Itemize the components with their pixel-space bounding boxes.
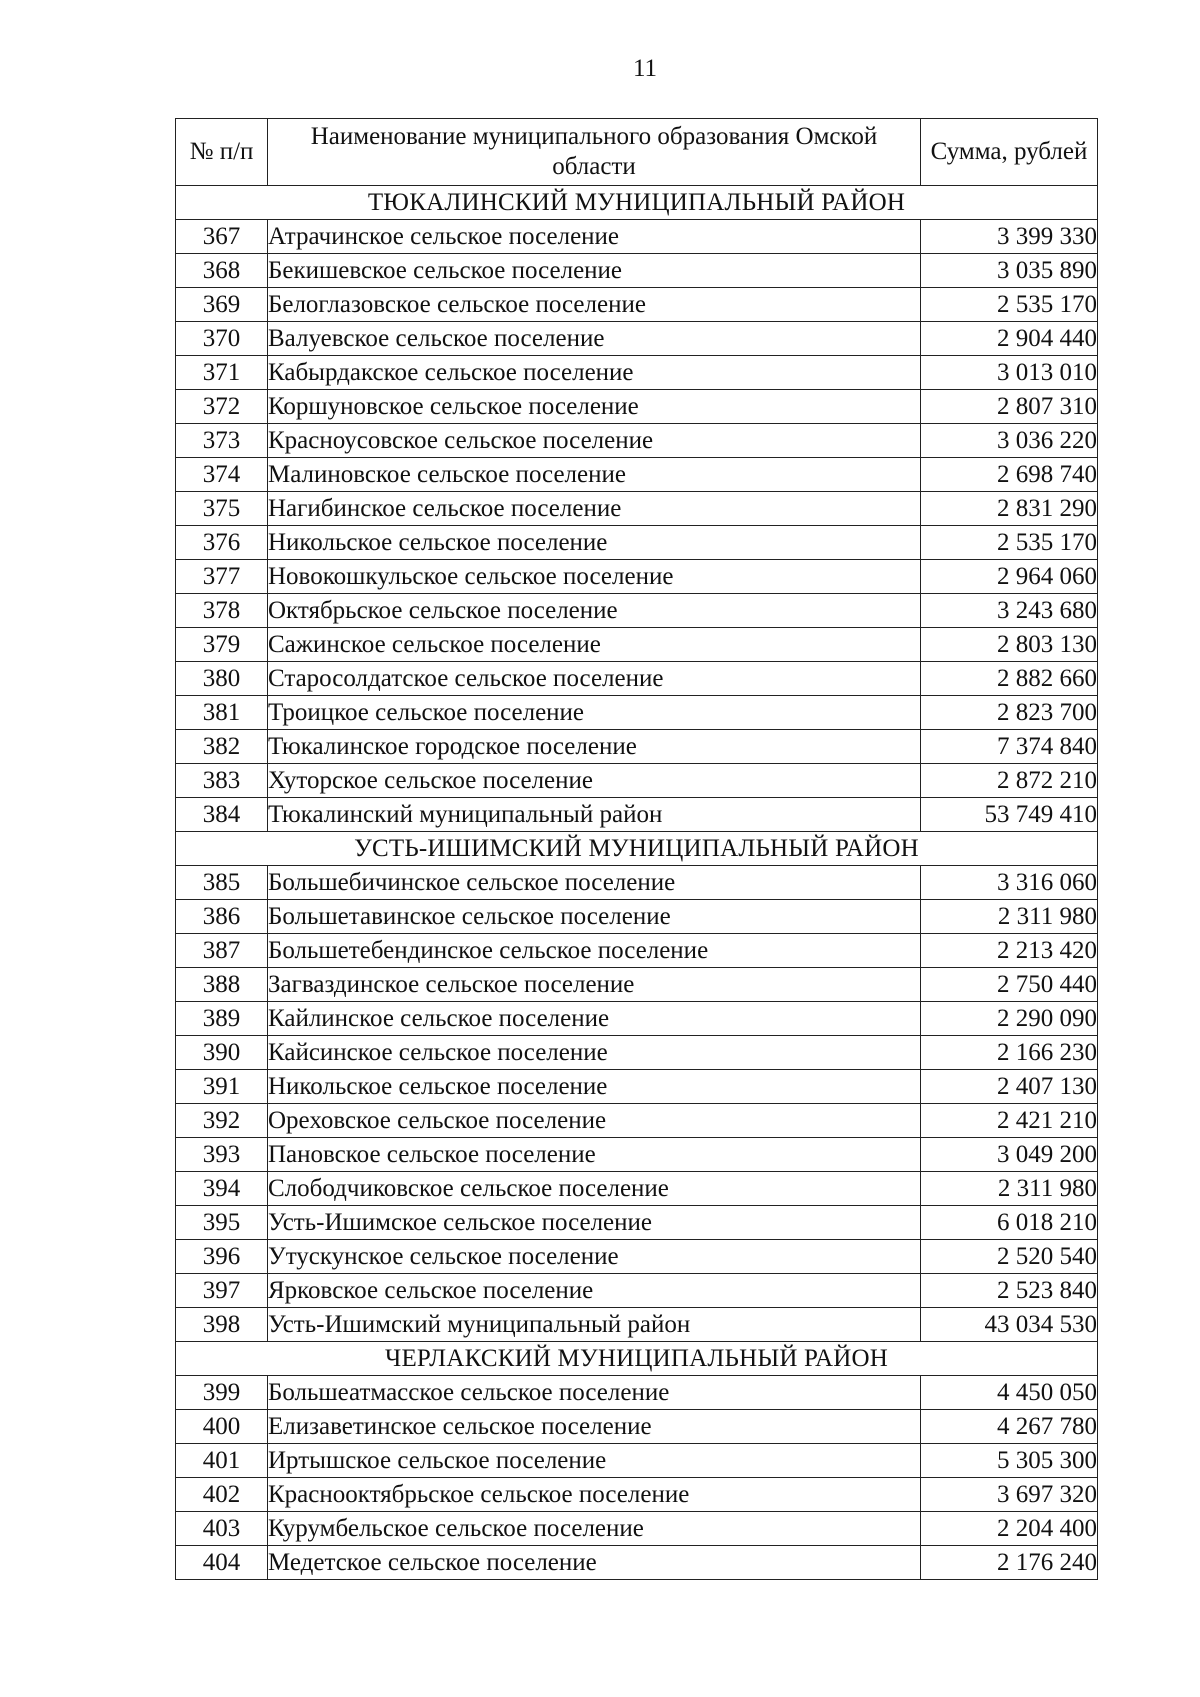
table-row	[176, 764, 1098, 798]
row-sum-cell: 2 882 660	[921, 662, 1098, 696]
row-sum-cell: 2 311 980	[921, 1172, 1098, 1206]
row-sum-cell: 2 535 170	[921, 288, 1098, 322]
row-name-cell: Белоглазовское сельское поселение	[268, 288, 921, 322]
row-sum-cell: 2 872 210	[921, 764, 1098, 798]
row-name-cell: Ярковское сельское поселение	[268, 1274, 921, 1308]
row-sum-cell: 2 213 420	[921, 934, 1098, 968]
row-sum-cell: 2 421 210	[921, 1104, 1098, 1138]
row-sum-cell: 2 750 440	[921, 968, 1098, 1002]
row-sum-cell: 2 535 170	[921, 526, 1098, 560]
row-name-cell: Нагибинское сельское поселение	[268, 492, 921, 526]
table-row	[176, 254, 1098, 288]
table-row	[176, 1478, 1098, 1512]
table-row	[176, 628, 1098, 662]
row-name-cell: Краснооктябрьское сельское поселение	[268, 1478, 921, 1512]
row-name-cell: Новокошкульское сельское поселение	[268, 560, 921, 594]
row-sum-cell: 2 166 230	[921, 1036, 1098, 1070]
row-number-cell: 390	[176, 1036, 268, 1070]
row-number-cell: 404	[176, 1546, 268, 1580]
header-num: № п/п	[176, 119, 268, 186]
row-sum-cell: 2 407 130	[921, 1070, 1098, 1104]
row-sum-cell: 2 176 240	[921, 1546, 1098, 1580]
row-number-cell: 389	[176, 1002, 268, 1036]
table-row	[176, 1240, 1098, 1274]
row-number-cell: 396	[176, 1240, 268, 1274]
row-name-cell: Тюкалинское городское поселение	[268, 730, 921, 764]
row-number-cell: 398	[176, 1308, 268, 1342]
row-name-cell: Кабырдакское сельское поселение	[268, 356, 921, 390]
section-header-row	[176, 1342, 1098, 1376]
row-sum-cell: 2 698 740	[921, 458, 1098, 492]
row-number-cell: 388	[176, 968, 268, 1002]
table-row	[176, 968, 1098, 1002]
row-name-cell: Хуторское сельское поселение	[268, 764, 921, 798]
row-sum-cell: 2 520 540	[921, 1240, 1098, 1274]
table-row	[176, 492, 1098, 526]
row-sum-cell: 2 803 130	[921, 628, 1098, 662]
row-sum-cell: 2 523 840	[921, 1274, 1098, 1308]
row-name-cell: Большетавинское сельское поселение	[268, 900, 921, 934]
row-sum-cell: 3 035 890	[921, 254, 1098, 288]
row-number-cell: 372	[176, 390, 268, 424]
table-row	[176, 730, 1098, 764]
table-row	[176, 1172, 1098, 1206]
row-name-cell: Большебичинское сельское поселение	[268, 866, 921, 900]
row-name-cell: Пановское сельское поселение	[268, 1138, 921, 1172]
row-number-cell: 370	[176, 322, 268, 356]
row-sum-cell: 2 290 090	[921, 1002, 1098, 1036]
row-number-cell: 384	[176, 798, 268, 832]
row-name-cell: Сажинское сельское поселение	[268, 628, 921, 662]
row-name-cell: Атрачинское сельское поселение	[268, 220, 921, 254]
row-sum-cell: 3 316 060	[921, 866, 1098, 900]
table-row	[176, 934, 1098, 968]
table-row	[176, 390, 1098, 424]
row-sum-cell: 4 450 050	[921, 1376, 1098, 1410]
row-number-cell: 383	[176, 764, 268, 798]
row-sum-cell: 2 311 980	[921, 900, 1098, 934]
table-body	[176, 186, 1098, 1580]
row-name-cell: Октябрьское сельское поселение	[268, 594, 921, 628]
header-name: Наименование муниципального образования Омской области	[268, 119, 921, 186]
table-row	[176, 1444, 1098, 1478]
section-title: ЧЕРЛАКСКИЙ МУНИЦИПАЛЬНЫЙ РАЙОН	[176, 1342, 1098, 1376]
row-sum-cell: 5 305 300	[921, 1444, 1098, 1478]
row-sum-cell: 7 374 840	[921, 730, 1098, 764]
budget-table	[175, 118, 1098, 1580]
table-row	[176, 1274, 1098, 1308]
row-name-cell: Усть-Ишимское сельское поселение	[268, 1206, 921, 1240]
row-number-cell: 386	[176, 900, 268, 934]
row-number-cell: 379	[176, 628, 268, 662]
row-number-cell: 391	[176, 1070, 268, 1104]
table-row	[176, 560, 1098, 594]
row-sum-cell: 43 034 530	[921, 1308, 1098, 1342]
table-row	[176, 866, 1098, 900]
row-sum-cell: 2 807 310	[921, 390, 1098, 424]
section-title: ТЮКАЛИНСКИЙ МУНИЦИПАЛЬНЫЙ РАЙОН	[176, 186, 1098, 220]
table-row	[176, 1206, 1098, 1240]
row-name-cell: Большетебендинское сельское поселение	[268, 934, 921, 968]
row-name-cell: Иртышское сельское поселение	[268, 1444, 921, 1478]
row-name-cell: Большеатмасское сельское поселение	[268, 1376, 921, 1410]
row-number-cell: 392	[176, 1104, 268, 1138]
row-number-cell: 373	[176, 424, 268, 458]
table-row	[176, 662, 1098, 696]
row-name-cell: Никольское сельское поселение	[268, 526, 921, 560]
row-number-cell: 403	[176, 1512, 268, 1546]
row-name-cell: Ореховское сельское поселение	[268, 1104, 921, 1138]
table-row	[176, 900, 1098, 934]
row-sum-cell: 3 036 220	[921, 424, 1098, 458]
row-number-cell: 399	[176, 1376, 268, 1410]
row-number-cell: 381	[176, 696, 268, 730]
row-number-cell: 393	[176, 1138, 268, 1172]
section-header-row	[176, 832, 1098, 866]
row-sum-cell: 3 049 200	[921, 1138, 1098, 1172]
row-name-cell: Курумбельское сельское поселение	[268, 1512, 921, 1546]
table-row	[176, 1376, 1098, 1410]
table-row	[176, 1138, 1098, 1172]
row-sum-cell: 3 243 680	[921, 594, 1098, 628]
row-number-cell: 394	[176, 1172, 268, 1206]
page-number: 11	[632, 55, 658, 82]
row-sum-cell: 2 823 700	[921, 696, 1098, 730]
row-number-cell: 401	[176, 1444, 268, 1478]
row-number-cell: 395	[176, 1206, 268, 1240]
table-row	[176, 220, 1098, 254]
table-row	[176, 1070, 1098, 1104]
table-row	[176, 288, 1098, 322]
row-name-cell: Бекишевское сельское поселение	[268, 254, 921, 288]
table-row	[176, 1546, 1098, 1580]
row-sum-cell: 3 697 320	[921, 1478, 1098, 1512]
row-number-cell: 376	[176, 526, 268, 560]
row-number-cell: 377	[176, 560, 268, 594]
row-sum-cell: 6 018 210	[921, 1206, 1098, 1240]
row-sum-cell: 2 904 440	[921, 322, 1098, 356]
row-sum-cell: 53 749 410	[921, 798, 1098, 832]
row-number-cell: 375	[176, 492, 268, 526]
header-sum: Сумма, рублей	[921, 119, 1098, 186]
row-name-cell: Малиновское сельское поселение	[268, 458, 921, 492]
row-name-cell: Медетское сельское поселение	[268, 1546, 921, 1580]
row-name-cell: Коршуновское сельское поселение	[268, 390, 921, 424]
row-number-cell: 369	[176, 288, 268, 322]
row-number-cell: 371	[176, 356, 268, 390]
row-number-cell: 385	[176, 866, 268, 900]
table-row	[176, 526, 1098, 560]
row-sum-cell: 2 204 400	[921, 1512, 1098, 1546]
table-row	[176, 1002, 1098, 1036]
row-name-cell: Слободчиковское сельское поселение	[268, 1172, 921, 1206]
section-title: УСТЬ-ИШИМСКИЙ МУНИЦИПАЛЬНЫЙ РАЙОН	[176, 832, 1098, 866]
row-number-cell: 368	[176, 254, 268, 288]
row-name-cell: Утускунское сельское поселение	[268, 1240, 921, 1274]
table-row	[176, 356, 1098, 390]
row-number-cell: 380	[176, 662, 268, 696]
table-row	[176, 594, 1098, 628]
row-sum-cell: 3 013 010	[921, 356, 1098, 390]
row-number-cell: 402	[176, 1478, 268, 1512]
row-name-cell: Загваздинское сельское поселение	[268, 968, 921, 1002]
row-sum-cell: 4 267 780	[921, 1410, 1098, 1444]
row-number-cell: 387	[176, 934, 268, 968]
table-row	[176, 1410, 1098, 1444]
row-name-cell: Усть-Ишимский муниципальный район	[268, 1308, 921, 1342]
row-number-cell: 374	[176, 458, 268, 492]
row-sum-cell: 2 831 290	[921, 492, 1098, 526]
table-row	[176, 1512, 1098, 1546]
table-row	[176, 322, 1098, 356]
row-name-cell: Красноусовское сельское поселение	[268, 424, 921, 458]
table-row	[176, 1036, 1098, 1070]
row-name-cell: Троицкое сельское поселение	[268, 696, 921, 730]
row-name-cell: Кайлинское сельское поселение	[268, 1002, 921, 1036]
row-name-cell: Валуевское сельское поселение	[268, 322, 921, 356]
table-row	[176, 696, 1098, 730]
row-sum-cell: 2 964 060	[921, 560, 1098, 594]
row-sum-cell: 3 399 330	[921, 220, 1098, 254]
row-name-cell: Никольское сельское поселение	[268, 1070, 921, 1104]
row-number-cell: 382	[176, 730, 268, 764]
row-name-cell: Тюкалинский муниципальный район	[268, 798, 921, 832]
row-number-cell: 400	[176, 1410, 268, 1444]
row-number-cell: 378	[176, 594, 268, 628]
table-row	[176, 798, 1098, 832]
table-header-row	[176, 119, 1098, 186]
row-name-cell: Елизаветинское сельское поселение	[268, 1410, 921, 1444]
row-number-cell: 367	[176, 220, 268, 254]
row-name-cell: Кайсинское сельское поселение	[268, 1036, 921, 1070]
table-row	[176, 458, 1098, 492]
table-row	[176, 424, 1098, 458]
table-row	[176, 1308, 1098, 1342]
table-row	[176, 1104, 1098, 1138]
row-name-cell: Старосолдатское сельское поселение	[268, 662, 921, 696]
row-number-cell: 397	[176, 1274, 268, 1308]
section-header-row	[176, 186, 1098, 220]
